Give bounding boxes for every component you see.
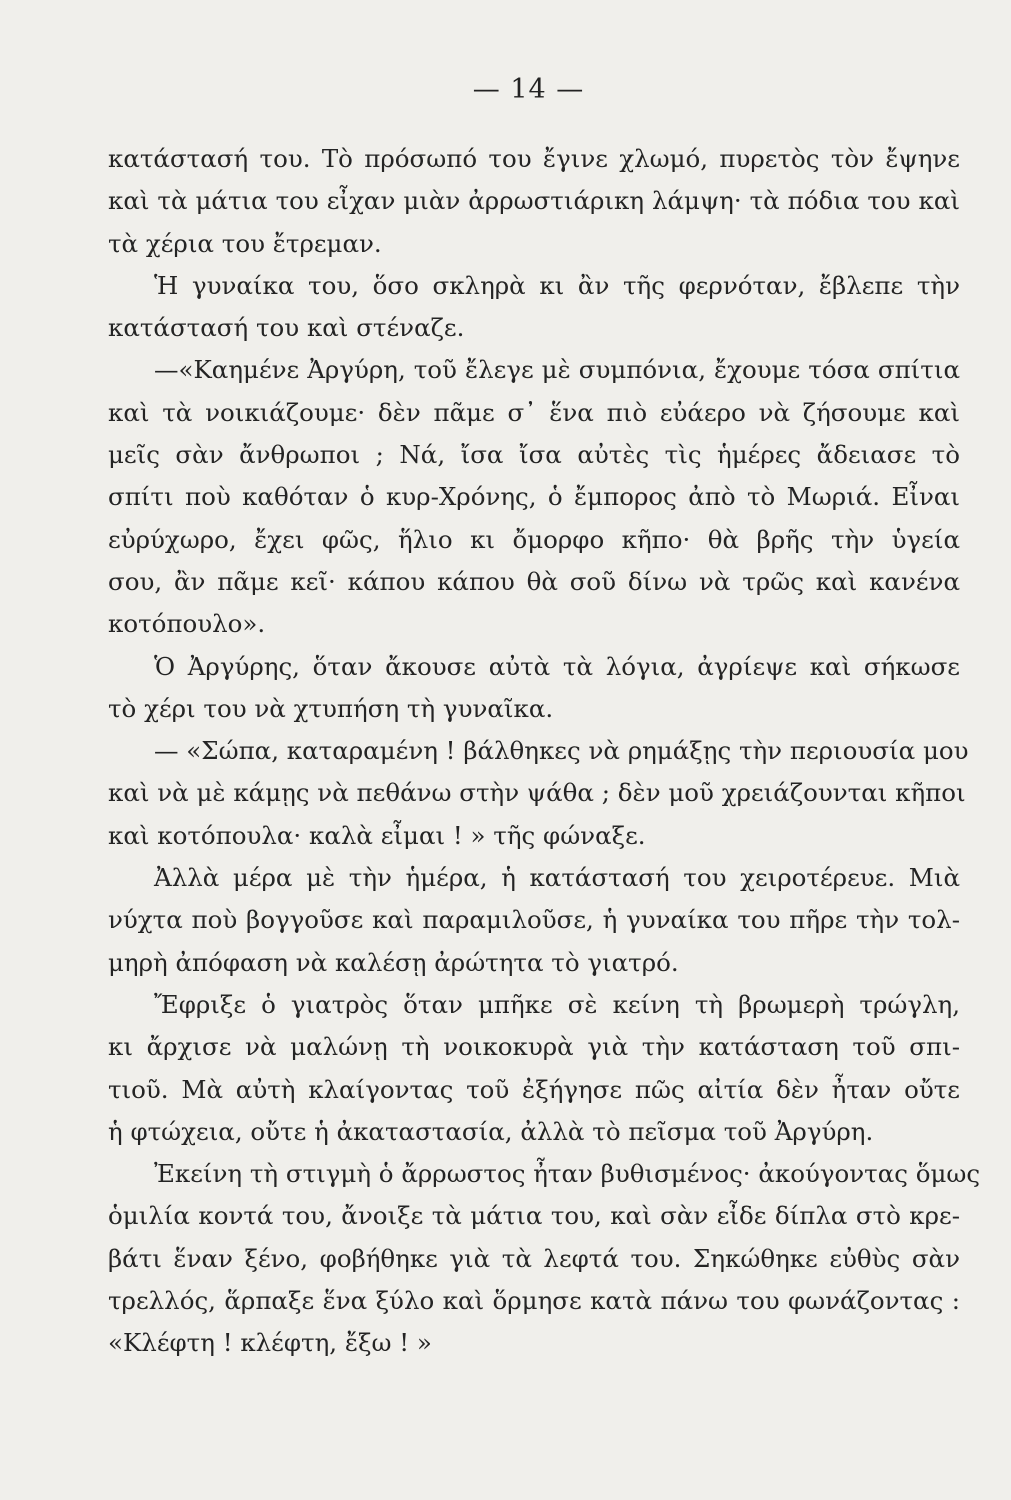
text-line: Ὁ Ἀργύρης, ὅταν ἄκουσε αὐτὰ τὰ λόγια, ἀγρίεψε καὶ σήκωσε [154,651,960,681]
text-line: καὶ τὰ νοικιάζουμε· δὲν πᾶμε σ᾿ ἕνα πιὸ εὐάερο νὰ ζήσουμε καὶ [108,397,960,427]
text-line: σου, ἂν πᾶμε κεῖ· κάπου κάπου θὰ σοῦ δίνω νὰ τρῶς καὶ κανένα [108,566,960,596]
text-line: κατάστασή του καὶ στέναζε. [108,313,465,343]
text-line: ἡ φτώχεια, οὔτε ἡ ἀκαταστασία, ἀλλὰ τὸ πεῖσμα τοῦ Ἀργύρη. [108,1116,874,1146]
text-line: νύχτα ποὺ βογγοῦσε καὶ παραμιλοῦσε, ἡ γυναίκα του πῆρε τὴν τολ- [108,905,960,935]
text-line: καὶ τὰ μάτια του εἶχαν μιὰν ἀρρωστιάρικη λάμψη· τὰ πόδια του καὶ [108,186,960,216]
text-line: Ἀλλὰ μέρα μὲ τὴν ἡμέρα, ἡ κατάστασή του χειροτέρευε. Μιὰ [154,863,960,893]
body-text [108,138,981,1365]
text-line: μηρὴ ἀπόφαση νὰ καλέσῃ ἀρώτητα τὸ γιατρό. [108,947,679,977]
text-line: τὸ χέρι του νὰ χτυπήση τὴ γυναῖκα. [108,693,554,723]
text-line: καὶ κοτόπουλα· καλὰ εἶμαι ! » τῆς φώναξε. [108,820,646,850]
page-number: — 14 — [472,74,585,105]
text-line: Ἐκείνη τὴ στιγμὴ ὁ ἄρρωστος ἦταν βυθισμένος· ἀκούγοντας ὅμως [154,1159,981,1189]
text-line: ὁμιλία κοντά του, ἄνοιξε τὰ μάτια του, καὶ σὰν εἶδε δίπλα στὸ κρε- [108,1201,960,1231]
text-line: καὶ νὰ μὲ κάμῃς νὰ πεθάνω στὴν ψάθα ; δὲν μοῦ χρειάζουνται κῆποι [108,778,966,808]
text-line: Ἡ γυναίκα του, ὅσο σκληρὰ κι ἂν τῆς φερνόταν, ἔβλεπε τὴν [154,270,960,300]
text-line: — «Σώπα, καταραμένη ! βάλθηκες νὰ ρημάξῃς τὴν περιουσία μου [154,736,969,766]
text-line: τρελλός, ἅρπαξε ἕνα ξύλο καὶ ὅρμησε κατὰ πάνω του φωνάζοντας : [108,1286,960,1316]
text-line: Ἔφριξε ὁ γιατρὸς ὅταν μπῆκε σὲ κείνη τὴ βρωμερὴ τρώγλη, [154,989,960,1019]
text-line: βάτι ἕναν ξένο, φοβήθηκε γιὰ τὰ λεφτά του. Σηκώθηκε εὐθὺς σὰν [108,1243,960,1273]
text-line: μεῖς σὰν ἄνθρωποι ; Νά, ἴσα ἴσα αὐτὲς τὶς ἡμέρες ἄδειασε τὸ [108,440,960,470]
text-line: «Κλέφτη ! κλέφτη, ἔξω ! » [108,1328,432,1358]
text-line: —«Καημένε Ἀργύρη, τοῦ ἔλεγε μὲ συμπόνια, ἔχουμε τόσα σπίτια [154,355,960,385]
text-line: κι ἄρχισε νὰ μαλώνῃ τὴ νοικοκυρὰ γιὰ τὴν κατάσταση τοῦ σπι- [108,1032,960,1062]
text-line: εὐρύχωρο, ἔχει φῶς, ἥλιο κι ὄμορφο κῆπο· θὰ βρῆς τὴν ὑγεία [108,524,960,554]
text-line: κοτόπουλο». [108,609,266,639]
text-line: κατάστασή του. Τὸ πρόσωπό του ἔγινε χλωμό, πυρετὸς τὸν ἔψηνε [108,144,960,173]
text-line: σπίτι ποὺ καθόταν ὁ κυρ-Χρόνης, ὁ ἔμπορος ἀπὸ τὸ Μωριά. Εἶναι [108,482,960,512]
text-line: τὰ χέρια του ἔτρεμαν. [108,228,382,258]
text-line: τιοῦ. Μὰ αὐτὴ κλαίγοντας τοῦ ἐξήγησε πῶς αἰτία δὲν ἦταν οὔτε [108,1074,960,1104]
